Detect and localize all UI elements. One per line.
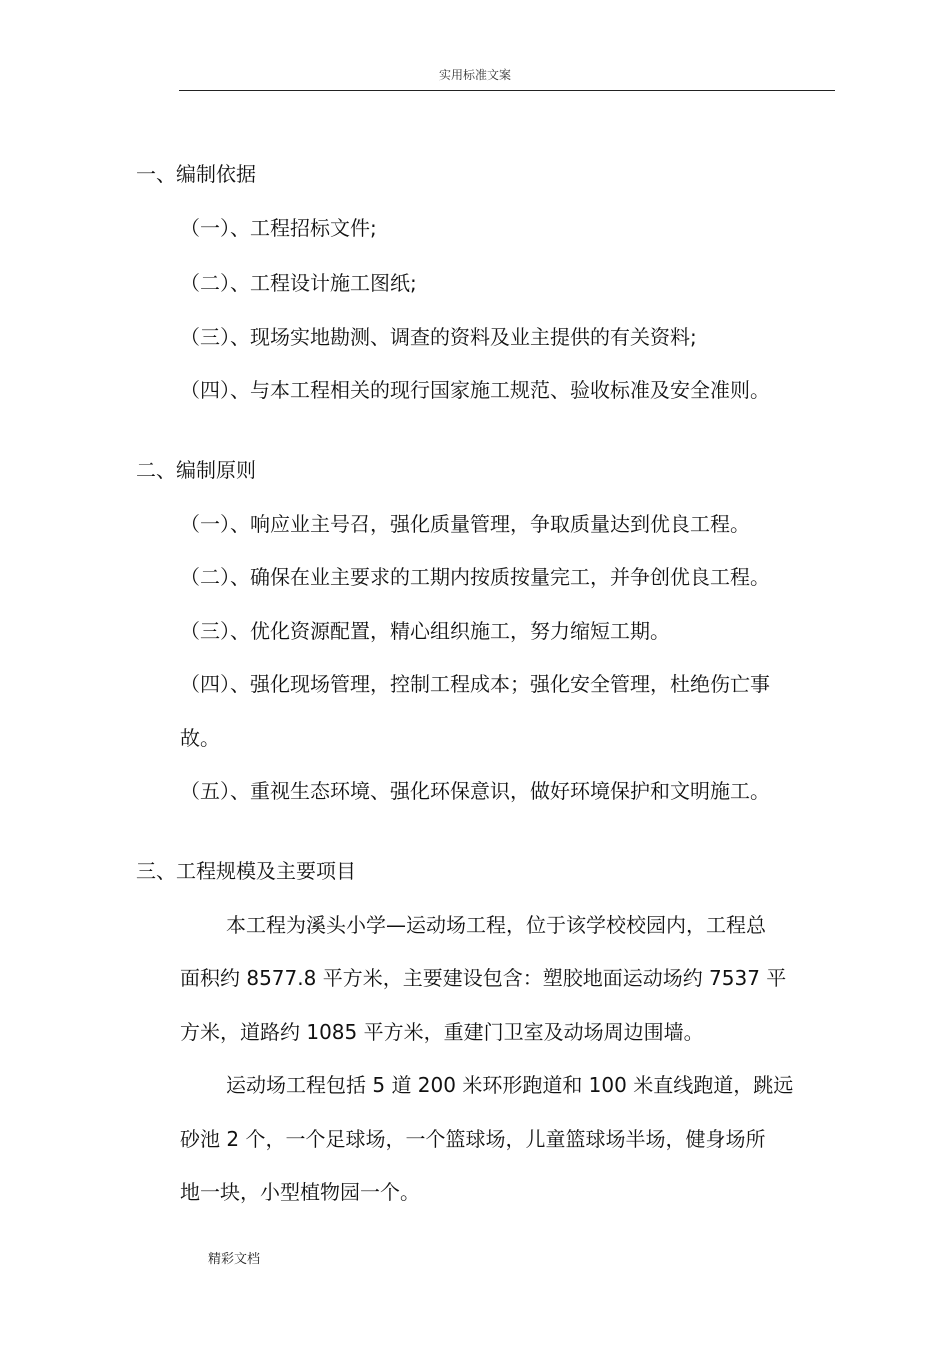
header-divider [179,90,835,91]
list-item: （二）、确保在业主要求的工期内按质按量完工，并争创优良工程。 [180,565,770,589]
list-item-continuation: 故。 [180,726,220,750]
list-item: （五）、重视生态环境、强化环保意识，做好环境保护和文明施工。 [180,779,770,803]
page-header: 实用标准文案 [438,68,511,82]
paragraph-line: 方米，道路约 1085 平方米，重建门卫室及动场周边围墙。 [180,1020,704,1044]
section-heading: 三、工程规模及主要项目 [136,859,356,883]
paragraph-line: 砂池 2 个，一个足球场，一个篮球场，儿童篮球场半场，健身场所 [180,1127,766,1151]
paragraph-line: 地一块，小型植物园一个。 [180,1180,420,1204]
list-item: （四）、与本工程相关的现行国家施工规范、验收标准及安全准则。 [180,378,770,402]
list-item: （三）、现场实地勘测、调查的资料及业主提供的有关资料; [180,325,697,349]
list-item: （一）、工程招标文件; [180,216,377,240]
section-heading: 一、编制依据 [136,162,256,186]
list-item: （一）、响应业主号召，强化质量管理，争取质量达到优良工程。 [180,512,750,536]
list-item: （二）、工程设计施工图纸; [180,271,417,295]
list-item: （四）、强化现场管理，控制工程成本；强化安全管理，杜绝伤亡事 [180,672,770,696]
section-heading: 二、编制原则 [136,458,256,482]
paragraph-line: 面积约 8577.8 平方米，主要建设包含：塑胶地面运动场约 7537 平 [180,966,787,990]
paragraph-line: 运动场工程包括 5 道 200 米环形跑道和 100 米直线跑道，跳远 [226,1073,794,1097]
paragraph-line: 本工程为溪头小学—运动场工程，位于该学校校园内，工程总 [226,913,766,937]
list-item: （三）、优化资源配置，精心组织施工，努力缩短工期。 [180,619,670,643]
page-footer: 精彩文档 [208,1252,261,1267]
